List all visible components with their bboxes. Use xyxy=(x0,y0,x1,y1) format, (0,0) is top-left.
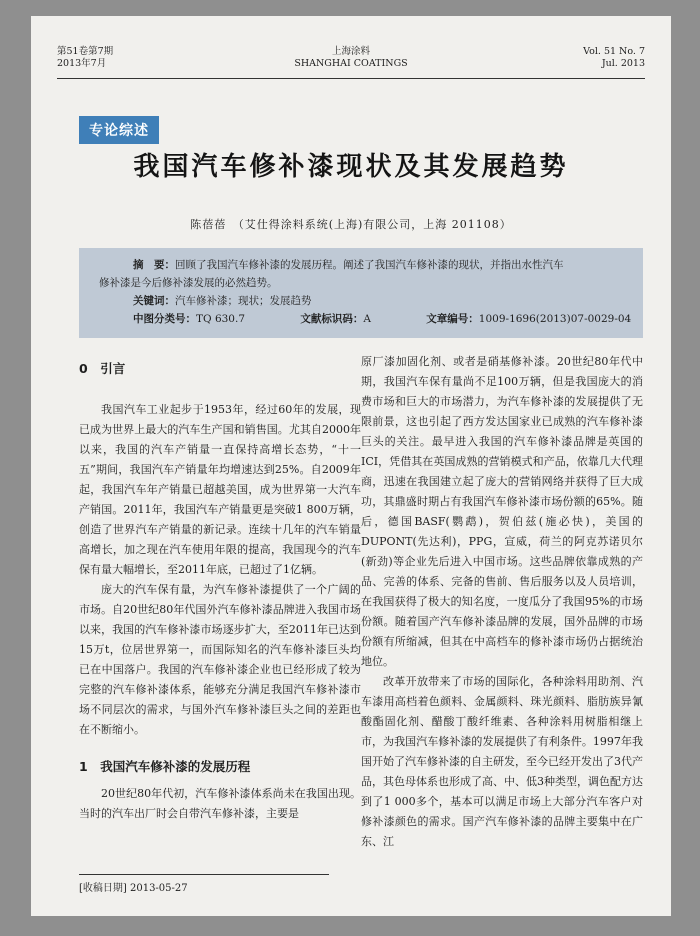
clc-field xyxy=(133,313,271,325)
reform-paragraph: 改革开放带来了市场的国际化，各种涂料用助剂、汽车漆用高档着色颜料、金属颜料、珠光颜料、脂肪族异氰酸酯固化剂、醋酸丁酸纤维素、各种涂料用树脂相继上市，为我国汽车修补漆的发展提供了有利条件。1997年我国开始了汽车修补漆的自主研发，至今已经开发出了3代产品，其色母体系也形成了高、中、低3种类型，调色配方达到了1 000多个，基本可以满足市场上大部分汽车客户对修补漆颜色的需求。国产汽车修补漆的品牌主要集中在广东、江 xyxy=(361,675,643,848)
journal-page xyxy=(31,16,671,916)
issue-info-en xyxy=(583,46,645,70)
doc-code-value: A xyxy=(363,313,371,325)
page-header xyxy=(57,46,645,76)
doc-code-field xyxy=(300,313,397,325)
issue-date: 2013年7月 xyxy=(57,58,107,69)
issue-volume-en: Vol. 51 No. 7 xyxy=(583,46,645,57)
section-gap xyxy=(79,740,361,750)
issue-date-en: Jul. 2013 xyxy=(601,58,645,69)
clc-value: TQ 630.7 xyxy=(196,313,246,325)
article-title: 我国汽车修补漆现状及其发展趋势 xyxy=(133,152,569,182)
history-paragraph-1: 20世纪80年代初，汽车修补漆体系尚未在我国出现。当时的汽车出厂时会自带汽车修补漆，主要是 xyxy=(79,787,361,820)
column-tag: 专论综述 xyxy=(79,116,159,144)
keywords-label: 关键词： xyxy=(133,295,175,307)
abstract-label: 摘 要： xyxy=(133,259,175,271)
abstract-line-2: 修补漆是今后修补漆发展的必然趋势。 xyxy=(99,277,278,289)
header-rule xyxy=(57,78,645,79)
journal-name-cn: 上海涂料 xyxy=(331,46,370,57)
history-continued-paragraph: 原厂漆加固化剂、或者是硝基修补漆。20世纪80年代中期，我国汽车保有量尚不足100万辆，但是我国庞大的消费市场和巨大的市场潜力，为汽车修补漆的发展提供了无限前景，这也引起了西方发达国家业已成熟的汽车修补漆巨头的关注。最早进入我国的汽车修补漆品牌是英国的ICI，凭借其在英国成熟的营销模式和产品，依靠几大代理商，迅速在我国建立起了庞大的营销网络并获得了巨大成功，其鼎盛时期占有我国汽车修补漆市场份额的65%。随后，德国BASF(鹦鹉)，贺伯兹(施必快)，美国的DUPONT(先达利)，PPG，宣威，荷兰的阿克苏诺贝尔(新劲)等企业先后进入中国市场。这些品牌依靠成熟的产品、完善的体系、完备的售前、售后服务以及人员培训，在我国获得了极大的知名度，一度瓜分了我国95%的市场份额。随着国产汽车修补漆品牌的发展，国外品牌的市场份额有所缩减，但其在中高档车的修补漆市场仍占据统治地位。 xyxy=(361,355,643,668)
classification-line xyxy=(99,310,632,328)
intro-paragraph-2: 庞大的汽车保有量，为汽车修补漆提供了一个广阔的市场。自20世纪80年代国外汽车修补漆品牌进入我国市场以来，我国的汽车修补漆市场逐步扩大，至2011年已达到15万t，位居世界第一，而国际知名的汽车修补漆巨头均已在中国落户。我国的汽车修补漆企业也已经形成了较为完整的汽车修补漆体系，能够充分满足我国汽车修补漆市场不同层次的需求，与国外汽车修补漆巨头之间的差距也在不断缩小。 xyxy=(79,583,361,736)
clc-label: 中图分类号： xyxy=(133,313,196,325)
issue-volume: 第51卷第7期 xyxy=(57,46,114,57)
received-date: [收稿日期] 2013-05-27 xyxy=(79,874,329,894)
keywords-line xyxy=(99,292,623,310)
abstract-box xyxy=(79,248,643,338)
doc-code-label: 文献标识码： xyxy=(300,313,364,325)
history-heading: 1 我国汽车修补漆的发展历程 xyxy=(79,759,251,774)
keywords-text: 汽车修补漆；现状；发展趋势 xyxy=(175,295,312,307)
journal-name-en: SHANGHAI COATINGS xyxy=(294,58,408,69)
intro-heading: 0 引言 xyxy=(79,361,126,376)
abstract-line-1 xyxy=(99,256,623,274)
journal-name xyxy=(57,46,645,70)
right-column xyxy=(361,352,643,852)
intro-paragraph-1: 我国汽车工业起步于1953年，经过60年的发展，现已成为世界上最大的汽车生产国和销售国。尤其自2000年以来，我国的汽车产销量一直保持高增长态势，“十一五”期间，我国汽车产销量年均增速达到25%。自2009年起，我国汽车年产销量已超越美国，成为世界第一大汽车产销国。2011年，我国汽车产销量更是突破1 800万辆，创造了世界汽车产销量的新记录。连续十几年的汽车销量高增长，加之现在汽车使用年限的提高，我国现今的汽车保有量大幅增长，至2011年底，已超过了1亿辆。 xyxy=(79,403,361,576)
article-no-value: 1009-1696(2013)07-0029-04 xyxy=(478,313,632,325)
abstract-text-1: 回顾了我国汽车修补漆的发展历程。阐述了我国汽车修补漆的现状，并指出水性汽车 xyxy=(175,259,564,271)
article-no-label: 文章编号： xyxy=(426,313,479,325)
article-no-field xyxy=(426,313,657,325)
left-column xyxy=(79,352,361,824)
author-affiliation: 陈蓓蓓 （艾仕得涂料系统(上海)有限公司，上海 201108） xyxy=(190,218,512,231)
